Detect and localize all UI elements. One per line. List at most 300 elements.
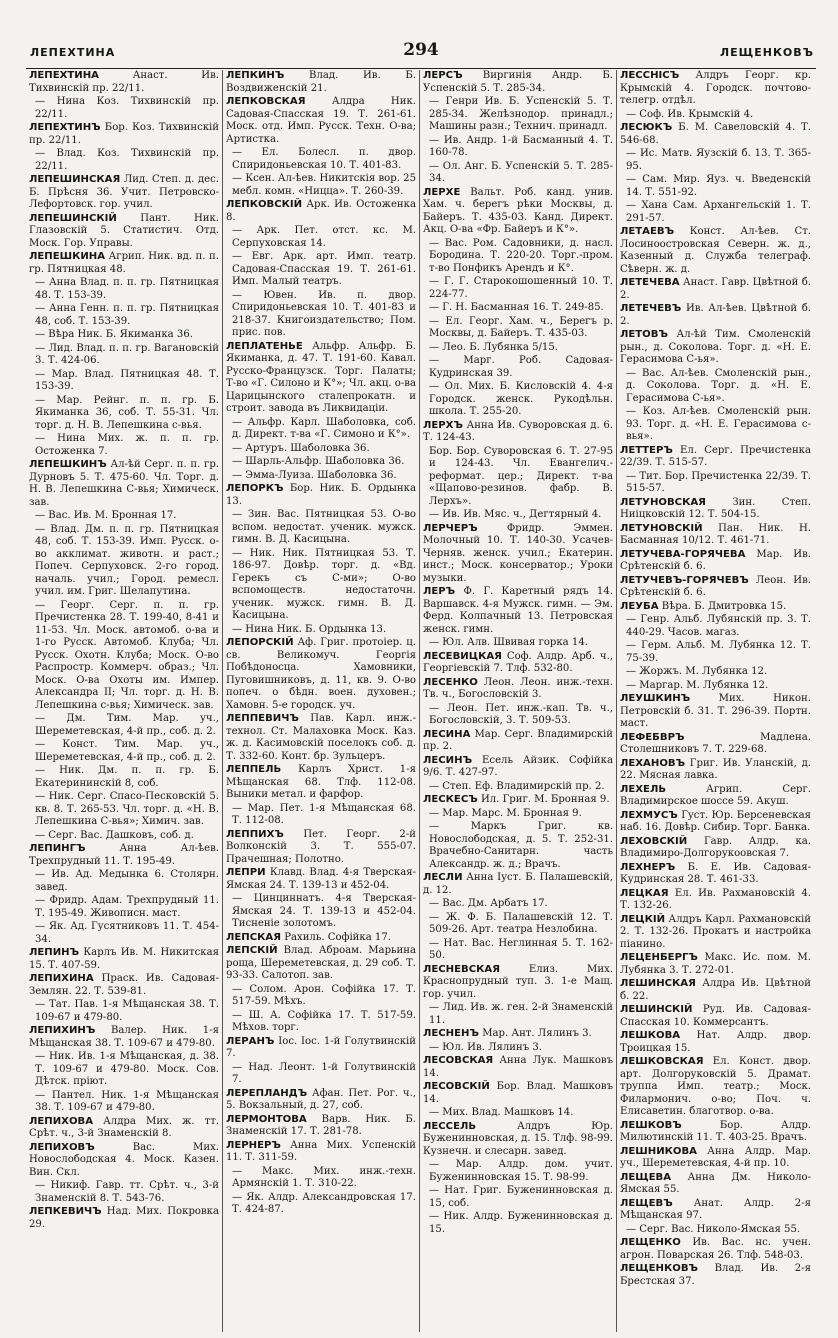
entry-details: Над. Мих. Покровка 29. (29, 1206, 219, 1230)
directory-entry (226, 548, 416, 623)
directory-entry (620, 952, 811, 977)
entry-details: — Юл. Алв. Швивая горка 14. (429, 637, 588, 648)
entry-details: Карлъ Христ. 1-я Мѣщанская 68. Тлф. 112-08. Выники метал. и фарфор. (226, 764, 416, 800)
entry-details: Лид. Степ. д. дес. Б. Прѣсня 36. Учит. Петровско-Лефортовск. гор. учил. (29, 174, 219, 210)
entry-details: — Ник. Дм. п. п. гр. Б. Екатерининскій 8, соб. (35, 765, 219, 789)
directory-entry (226, 456, 416, 469)
entry-surname: ЛЕХМУСЪ (620, 809, 678, 821)
directory-entry (29, 174, 219, 212)
entry-surname: ЛЕРСЪ (423, 70, 463, 81)
entry-surname: ЛЕРХЪ (423, 419, 463, 431)
entry-details: Алдра Мих. ж. тт. Срѣт. ч., 3-й Знаменскій 8. (29, 1115, 219, 1139)
entry-details: Анаст. Ив. Тихвинскій пр. 22/11. (29, 70, 219, 94)
directory-entry (29, 1051, 219, 1089)
entry-details: Альфр. Альфр. Б. Якиманка, д. 47. Т. 191-60. Кавал. Русско-Французск. Торг. Палаты; Т-во «Г. Силоно и К°»; Чл. акц. о-ва Царицынского сталепрокатн. и строит. завода въ Ликвидаціи. (226, 340, 416, 414)
entry-surname: ЛЕТУЧЕВЪ-ГОРЯЧЕВЪ (620, 574, 749, 586)
entry-surname: ЛЕШИНСКАЯ (620, 978, 696, 989)
entry-details: Густ. Юр. Берсеневская наб. 16. Довѣр. Сибир. Торг. Банка. (620, 809, 811, 833)
entry-details: — Георг. Серг. п. п. гр. Пречистенка 28. Т. 199-40, 8-41 и 11-53. Чл. Моск. автомоб. о-ва и 1-го Русск. Автомоб. Клуба; Чл. Русск. Охотн. Клуба; Моск. О-во Распростр. Коммерч. образ.; Чл. Моск. О-ва Охоты им. Импер. Александра II; Чл. торг. д. Н. В. Лепешкина с-вья; Химическ. зав. (35, 599, 219, 711)
directory-entry (226, 624, 416, 637)
directory-entry (423, 964, 613, 1002)
directory-entry (226, 70, 416, 95)
entry-details: Алдра Ник. Садовая-Спасская 19. Т. 261-61. Моск. отд. Имп. Русск. Техн. О-ва; Артистка. (226, 96, 416, 145)
directory-entry (226, 147, 416, 172)
entry-details: Алдръ Карл. Рахмановскій 2. Т. 132-26. Прокатъ и настройка піанино. (620, 913, 811, 950)
entry-surname: ЛЕХАНОВЪ (620, 757, 686, 769)
entry-details: — Влад. Коз. Тихвинскій пр. 22/11. (35, 148, 219, 172)
directory-entry (423, 1081, 613, 1106)
entry-details: Мих. Никон. Петровскій б. 31. Т. 296-39. Портн. маст. (620, 693, 811, 729)
directory-entry (620, 497, 811, 522)
entry-surname: ЛЕТАЕВЪ (620, 226, 675, 237)
entry-surname: ЛЕППИХЪ (226, 828, 284, 840)
entry-details: — Мар. Пет. 1-я Мѣщанская 68. Т. 112-08. (232, 802, 416, 826)
entry-details: Елиз. Мих. Краснопрудный туп. 3. 1-е Мащ. гор. учил. (423, 963, 613, 1000)
directory-entry (423, 898, 613, 911)
entry-surname: ЛЕПКИНЪ (226, 70, 285, 81)
entry-details: Ел. Ив. Рахмановскій 4. Т. 132-26. (620, 887, 811, 911)
entry-surname: ЛЕПИХИНЪ (29, 1025, 96, 1036)
entry-details: — Вас. Ив. М. Бронная 17. (35, 510, 177, 521)
entry-details: Праск. Ив. Садовая-Землян. 22. Т. 539-81. (29, 973, 219, 997)
entry-details: — Мар. Рейнг. п. п. гр. Б. Якиманка 36, соб. Т. 55-31. Чл. торг. д. Н. В. Лепешкина с-вья. (35, 394, 219, 431)
entry-details: Зин. Степ. Ниіцковскій 12. Т. 504-15. (620, 496, 811, 520)
entry-details: — Конст. Тим. Мар. уч., Шереметевская, 4-й пр., соб. д. 2. (35, 739, 219, 763)
directory-entry (29, 921, 219, 946)
directory-columns (26, 70, 816, 1332)
entry-details: — Ник. Алдр. Буженинновская д. 15. (429, 1211, 613, 1235)
directory-entry (620, 1263, 811, 1288)
entry-details: Анаст. Гавр. Цвѣтной б. 2. (620, 277, 811, 301)
directory-entry (29, 510, 219, 523)
directory-entry (29, 843, 219, 868)
directory-entry (423, 1159, 613, 1184)
entry-surname: ЛЕФЕБВРЪ (620, 731, 685, 743)
directory-entry (29, 830, 219, 843)
directory-entry (620, 1224, 811, 1237)
directory-entry (423, 302, 613, 315)
entry-details: — Сам. Мир. Яуз. ч. Введенскій 14. Т. 551-92. (626, 174, 811, 198)
directory-entry (29, 70, 219, 95)
entry-details: Ал-ѣй Серг. п. п. гр. Дурновъ 5. Т. 475-60. Чл. Торг. д. Н. В. Лепешкина С-вья; Химическ. зав. (29, 459, 219, 508)
entry-surname: ЛЕХНЕРЪ (620, 861, 676, 873)
directory-entry (620, 640, 811, 665)
entry-surname: ЛЕЦЕНБЕРГЪ (620, 952, 698, 963)
directory-entry (29, 713, 219, 738)
entry-surname: ЛЕХОВСКІЙ (620, 835, 688, 847)
directory-entry (29, 277, 219, 302)
entry-surname: ЛЕСИНА (423, 728, 471, 740)
entry-details: Варв. Ник. Б. Знаменскій 17. Т. 281-78. (226, 1113, 416, 1137)
directory-entry (29, 369, 219, 394)
entry-details: — Анна Генн. п. п. гр. Пятницкая 48, соб. Т. 153-39. (35, 303, 219, 327)
directory-entry (226, 932, 416, 945)
entry-details: Гавр. Алдр. ка. Владимиро-Долгорукоовская 7. (620, 835, 811, 859)
entry-details: — Генри Ив. Б. Успенскій 5. Т. 285-34. Желѣзнодор. принадл.; Машины разн.; Технич. принадл. (429, 96, 613, 132)
entry-details: Афан. Пет. Рог. ч., 5. Вокзальный, д. 27, соб. (226, 1087, 416, 1111)
entry-surname: ЛЕСЕВИЦКАЯ (423, 650, 502, 662)
directory-entry (423, 1121, 613, 1159)
directory-entry (226, 1140, 416, 1165)
directory-entry (620, 680, 811, 693)
directory-entry (226, 470, 416, 483)
entry-details: — Як. Алдр. Александровская 17. Т. 424-87. (232, 1191, 416, 1215)
entry-details: Бор. Бор. Суворовская 6. Т. 27-95 и 124-43. Чл. Евангелич.-реформат. цер.; Директ. т-ва «Щапово-резинов. фабр. В. Лерхъ». (429, 445, 613, 507)
entry-details: — Тит. Бор. Пречистенка 22/39. Т. 515-57. (626, 470, 811, 494)
directory-entry (423, 821, 613, 871)
entry-surname: ЛЕШКОВЪ (620, 1119, 682, 1131)
page-number: 294 (403, 40, 439, 60)
directory-entry (423, 677, 613, 702)
entry-surname: ЛЕСОВСКІЙ (423, 1081, 490, 1092)
entry-details: — Серг. Вас. Николо-Ямская 55. (626, 1223, 801, 1235)
entry-surname: ЛЕРАНЪ (226, 1035, 275, 1047)
entry-details: Макс. Ис. пом. М. Лубянка 3. Т. 272-01. (620, 952, 811, 976)
entry-details: — Мар. Марс. М. Бронная 9. (429, 807, 582, 819)
directory-entry (620, 758, 811, 783)
directory-entry (620, 784, 811, 809)
entry-surname: ЛЕШИНСКІЙ (620, 1004, 693, 1015)
directory-entry (226, 637, 416, 712)
entry-surname: ЛЕРНЕРЪ (226, 1139, 281, 1151)
entry-details: — Фридр. Адам. Трехпрудный 11. Т. 195-49. Живописн. маст. (35, 895, 219, 919)
entry-surname: ЛЕЩЕВЪ (620, 1197, 673, 1209)
directory-entry (29, 329, 219, 342)
entry-details: — Альфр. Карл. Шаболовка, соб. д. Директ. т-ва «Г. Симоно и К°». (232, 416, 416, 440)
entry-details: Пан. Ник. Н. Басманная 10/12. Т. 461-71. (620, 522, 812, 546)
directory-entry (226, 803, 416, 828)
entry-details: — Шарль-Альфр. Шаболовка 36. (232, 456, 405, 467)
entry-details: — Маркъ Григ. кв. Новослободская, д. 5. Т. 252-31. Врачебно-Санитарн. часть Александр. ж. д.; Врачъ. (429, 821, 613, 870)
directory-entry (620, 174, 811, 199)
entry-details: — Марг. Роб. Садовая-Кудринская 39. (429, 355, 613, 379)
directory-entry (620, 862, 811, 887)
entry-surname: ЛЕЩЕВА (620, 1171, 672, 1183)
entry-details: Клавд. Влад. 4-я Тверская-Ямская 24. Т. 139-13 и 452-04. (226, 867, 416, 891)
directory-entry (29, 524, 219, 599)
directory-entry (423, 637, 613, 650)
entry-details: Нат. Алдр. двор. Троицкая 15. (620, 1030, 811, 1054)
entry-details: — Ол. Мих. Б. Кисловскій 4. 4-я Городск. женск. Рукодѣльн. школа. Т. 255-20. (429, 381, 613, 417)
entry-surname: ЛЕРХЕ (423, 186, 461, 198)
column-4 (617, 70, 814, 1332)
entry-details: Влад. Ив. 2-я Брестская 37. (620, 1263, 811, 1287)
entry-details: Б. Е. Ив. Садовая-Кудринская 28. Т. 461-33. (620, 861, 811, 885)
entry-details: Бор. Коз. Тихвинскій пр. 22/11. (29, 122, 219, 146)
directory-entry (226, 945, 416, 983)
directory-entry (423, 381, 613, 419)
entry-details: — Генр. Альб. Лубянскій пр. 3. Т. 440-29. Часов. магаз. (626, 614, 811, 638)
directory-entry (620, 914, 811, 952)
entry-details: Ф. Г. Каретный рядъ 14. Варшавск. 4-я Мужск. гимн. — Эм. Ферд. Колпачный 13. Петровская женск. гимн. (423, 586, 613, 635)
entry-surname: ЛЕСОВСКАЯ (423, 1055, 494, 1066)
directory-entry (423, 355, 613, 380)
entry-details: — Эмма-Луиза. Шаболовка 36. (232, 469, 397, 481)
entry-surname: ЛЕСНЕНЪ (423, 1028, 479, 1039)
running-head-left: ЛЕПЕХТИНА (30, 46, 116, 59)
entry-surname: ЛЕПСКІЙ (226, 945, 278, 956)
directory-entry (423, 703, 613, 728)
directory-entry (423, 1055, 613, 1080)
column-1 (26, 70, 223, 1332)
entry-details: — Лид. Влад. п. п. гр. Вагановскій 3. Т. 424-06. (35, 342, 219, 366)
entry-surname: ЛЕТУНОВСКІЙ (620, 522, 703, 534)
entry-surname: ЛЕПЕШИНСКІЙ (29, 212, 117, 224)
entry-surname: ЛЕПЛАТЕНЬЕ (226, 340, 303, 352)
directory-entry (423, 651, 613, 676)
entry-details: Агрип. Серг. Владимирское шоссе 59. Акуш. (620, 783, 811, 807)
directory-entry (29, 395, 219, 433)
directory-entry (29, 895, 219, 920)
entry-surname: ЛЕПИНГЪ (29, 843, 86, 854)
entry-details: Валер. Ник. 1-я Мѣщанская 38. Т. 109-67 и 479-80. (29, 1025, 219, 1049)
entry-details: Анат. Алдр. 2-я Мѣщанская 97. (620, 1197, 811, 1221)
directory-entry (226, 893, 416, 931)
entry-surname: ЛЕПСКАЯ (226, 931, 281, 943)
entry-surname: ЛЕЦКІЙ (620, 913, 666, 925)
entry-details: Вас. Мих. Новослободская 4. Моск. Казен. Вин. Скл. (29, 1141, 219, 1178)
entry-surname: ЛЕППЕЛЬ (226, 764, 282, 775)
entry-details: — Макс. Мих. инж.-техн. Армянскій 1. Т. 310-22. (232, 1165, 416, 1189)
directory-entry (423, 420, 613, 445)
entry-details: Соф. Алдр. Арб. ч., Георгіевскій 7. Тлф. 532-80. (423, 650, 613, 674)
directory-entry (226, 713, 416, 763)
entry-details: Мар. Ант. Лялинъ 3. (482, 1028, 592, 1039)
running-head-right: ЛЕЩЕНКОВЪ (719, 46, 814, 59)
entry-details: — Лео. Б. Лубянка 5/15. (429, 341, 558, 353)
entry-details: Ил. Григ. М. Бронная 9. (480, 794, 610, 805)
directory-entry (29, 1180, 219, 1205)
directory-entry (423, 1185, 613, 1210)
entry-details: Анна Алдр. Мар. уч., Шереметевская, 4-й пр. 10. (620, 1145, 811, 1169)
directory-entry (29, 213, 219, 251)
entry-surname: ЛЕСЮКЪ (620, 122, 673, 133)
directory-entry (423, 938, 613, 963)
directory-entry (620, 277, 811, 302)
directory-entry (620, 329, 811, 367)
entry-details: — Степ. Еф. Владимирскій пр. 2. (429, 780, 605, 792)
entry-details: Ел. Конст. двор. арт. Долгоруковскій 5. Драмат. труппа Имп. театр.; Моск. Филармонич. о-во; Поч. ч. Елисаветин. благотвор. о-ва. (620, 1056, 811, 1117)
directory-entry (29, 122, 219, 147)
directory-entry (423, 446, 613, 509)
entry-surname: ЛЕПОРКЪ (226, 483, 284, 494)
entry-details: Пав. Карл. инж.-технол. Ст. Малаховка Моск. Каз. ж. д. Касимовскій поселокъ соб. д. Т. 332-60. Конт. бр. Зульцеръ. (226, 713, 416, 762)
directory-entry (423, 781, 613, 794)
entry-details: Анна Ал-ѣев. Трехпрудный 11. Т. 195-49. (29, 843, 219, 867)
directory-entry (423, 1028, 613, 1041)
entry-details: — Ел. Болесл. п. двор. Спиридоньевская 10. Т. 401-83. (232, 147, 416, 171)
entry-details: — Ксен. Ал-ѣев. Никитскія вор. 25 мебл. комн. «Ницца». Т. 260-39. (232, 173, 416, 197)
directory-entry (29, 1116, 219, 1141)
entry-details: Ал-ѣй Тим. Смоленскій рын., д. Соколова. Торг. д. «Н. Е. Герасимова С-ья». (620, 329, 811, 365)
directory-entry (423, 1002, 613, 1027)
entry-details: — Серг. Вас. Дашковъ, соб. д. (35, 829, 194, 841)
directory-entry (29, 973, 219, 998)
directory-entry (620, 406, 811, 444)
directory-entry (29, 1142, 219, 1180)
entry-details: — Вас. Дм. Арбатъ 17. (429, 898, 548, 909)
entry-surname: ЛЕССНІСЪ (620, 70, 680, 81)
directory-entry (226, 251, 416, 289)
entry-details: — Ш. А. Софійка 17. Т. 517-59. Мѣхов. торг. (232, 1009, 416, 1033)
entry-details: — Над. Леонт. 1-й Голутвинскій 7. (232, 1061, 416, 1085)
entry-details: Мадлена. Столешниковъ 7. Т. 229-68. (620, 731, 811, 755)
entry-surname: ЛЕСИНЪ (423, 754, 473, 766)
directory-entry (620, 1120, 811, 1145)
entry-details: Руд. Ив. Садовая-Спасская 10. Коммерсантъ. (620, 1004, 811, 1028)
entry-surname: ЛЕПЕХТИНА (29, 70, 99, 81)
directory-entry (423, 872, 613, 897)
entry-details: Анна Іуст. Б. Палашевскій, д. 12. (423, 872, 613, 896)
directory-entry (423, 729, 613, 754)
entry-details: Мар. Ив. Срѣтенскій б. 6. (620, 548, 811, 572)
directory-entry (29, 1090, 219, 1115)
directory-entry (423, 96, 613, 134)
entry-details: Алдра Ив. Цвѣтной б. 22. (620, 978, 811, 1002)
entry-surname: ЛЕТУЧЕВА-ГОРЯЧЕВА (620, 548, 746, 560)
directory-entry (620, 471, 811, 496)
entry-surname: ЛЕШКОВСКАЯ (620, 1056, 704, 1067)
directory-entry (423, 342, 613, 355)
entry-details: Вѣра. Б. Дмитровка 15. (661, 600, 787, 612)
entry-details: — Вѣра Ник. Б. Якиманка 36. (35, 329, 193, 340)
entry-details: Григ. Ив. Уланскій, д. 22. Мясная лавка. (620, 757, 811, 781)
entry-details: Рахиль. Софійка 17. (284, 931, 391, 943)
entry-surname: ЛЕРЧЕРЪ (423, 522, 478, 534)
directory-entry (226, 483, 416, 508)
directory-entry (620, 666, 811, 679)
directory-entry (226, 764, 416, 802)
directory-entry (423, 523, 613, 586)
directory-entry (226, 829, 416, 867)
entry-surname: ЛЕРЪ (423, 586, 456, 597)
directory-entry (226, 1036, 416, 1061)
directory-entry (423, 912, 613, 937)
directory-entry (29, 96, 219, 121)
directory-entry (29, 999, 219, 1024)
entry-details: Анна Ив. Суворовская д. 6. Т. 124-43. (423, 419, 613, 443)
entry-details: — Артуръ. Шаболовка 36. (232, 442, 370, 454)
directory-entry (620, 575, 811, 600)
entry-details: — Никиф. Гавр. тт. Срѣт. ч., 3-й Знаменскій 8. Т. 543-76. (35, 1180, 219, 1204)
directory-entry (29, 459, 219, 509)
entry-details: Карлъ Ив. М. Никитская 15. Т. 407-59. (29, 947, 219, 971)
entry-surname: ЛЕТОВЪ (620, 329, 668, 340)
entry-details: Влад. Аброам. Марьина роща, Шереметевская, д. 29 соб. Т. 93-33. Салотоп. зав. (226, 945, 417, 981)
directory-entry (423, 1211, 613, 1236)
entry-details: — Лид. Ив. ж. ген. 2-й Знаменскій 11. (429, 1002, 613, 1026)
entry-surname: ЛЕСКЕСЪ (423, 794, 478, 805)
entry-surname: ЛЕСНЕВСКАЯ (423, 963, 500, 975)
directory-entry (620, 810, 811, 835)
entry-surname: ЛЕПКОВСКАЯ (226, 96, 306, 107)
entry-details: — Арк. Пет. отст. кс. М. Серпуховская 14. (232, 225, 416, 249)
directory-entry (226, 509, 416, 547)
entry-surname: ЛЕПОРСКІЙ (226, 637, 294, 648)
directory-entry (620, 1004, 811, 1029)
column-3 (420, 70, 617, 1332)
entry-details: Бор. Влад. Машковъ 14. (423, 1081, 613, 1105)
directory-entry (620, 226, 811, 276)
entry-surname: ЛЕСЛИ (423, 872, 463, 883)
directory-entry (29, 791, 219, 829)
directory-entry (226, 173, 416, 198)
entry-details: — Цинциннатъ. 4-я Тверская-Ямская 24. Т. 139-13 и 452-04. Тисненіе золотомъ. (232, 893, 416, 929)
entry-details: — Ж. Ф. Б. Палашевскій 12. Т. 509-26. Арт. театра Незлобина. (429, 911, 613, 935)
directory-entry (423, 316, 613, 341)
directory-entry (29, 765, 219, 790)
entry-details: — Нина Ник. Б. Ордынка 13. (232, 623, 387, 635)
directory-entry (226, 199, 416, 224)
entry-details: — Тат. Пав. 1-я Мѣщанская 38. Т. 109-67 и 479-80. (35, 999, 219, 1023)
entry-details: — Нина Коз. Тихвинскій пр. 22/11. (35, 96, 219, 120)
entry-surname: ЛЕПЕШКИНЪ (29, 459, 107, 470)
directory-entry (620, 1030, 811, 1055)
entry-details: — Г. Г. Старокошошенный 10. Т. 224-77. (429, 276, 613, 300)
directory-entry (29, 343, 219, 368)
directory-entry (620, 368, 811, 406)
directory-entry (29, 1206, 219, 1231)
entry-details: — Вас. Ал-ѣев. Смоленскій рын., д. Соколова. Торг. д. «Н. Е. Герасимова С-ья». (626, 367, 811, 404)
directory-entry (620, 303, 811, 328)
directory-entry (226, 867, 416, 892)
entry-details: Анна Дм. Николо-Ямская 55. (620, 1171, 811, 1195)
directory-entry (226, 1192, 416, 1217)
entry-surname: ЛЕПКЕВИЧЪ (29, 1206, 102, 1217)
directory-entry (226, 341, 416, 416)
entry-details: — Ив. Ад. Медынка 6. Столярн. завед. (35, 869, 219, 893)
entry-details: — Як. Ад. Гусятниковъ 11. Т. 454-34. (35, 921, 219, 945)
entry-details: — Дм. Тим. Мар. уч., Шереметевская, 4-й пр., соб. д. 2. (35, 713, 219, 737)
entry-details: — Мар. Влад. Пятницкая 48. Т. 153-39. (35, 368, 219, 392)
column-2 (223, 70, 420, 1332)
entry-details: — Пантел. Ник. 1-я Мѣщанская 38. Т. 109-67 и 479-80. (35, 1089, 219, 1113)
entry-surname: ЛЕПИНЪ (29, 947, 80, 958)
entry-details: — Ив. Андр. 1-й Басманный 4. Т. 160-78. (429, 134, 613, 158)
directory-entry (29, 433, 219, 458)
directory-entry (226, 984, 416, 1009)
entry-surname: ЛЕХЕЛЬ (620, 783, 667, 795)
entry-details: Ел. Серг. Пречистенка 22/39. Т. 515-57. (620, 444, 811, 468)
directory-entry (423, 161, 613, 186)
entry-details: — Зин. Вас. Пятницкая 53. О-во вспом. недостат. ученик. мужск. гимн. В. Д. Касицына. (232, 509, 416, 545)
directory-entry (620, 1056, 811, 1119)
entry-details: Ив. Вас. нс. учен. агрон. Поварская 26. Тлф. 548-03. (620, 1237, 811, 1261)
entry-surname: ЛЕТУНОВСКАЯ (620, 496, 706, 508)
directory-entry (620, 836, 811, 861)
entry-surname: ЛЕЩЕНКОВЪ (620, 1263, 699, 1274)
directory-entry (29, 869, 219, 894)
entry-details: Влад. Ив. Б. Воздвиженскій 21. (226, 70, 416, 94)
directory-entry (29, 739, 219, 764)
directory-entry (226, 1088, 416, 1113)
entry-details: — Герм. Альб. М. Лубянка 12. Т. 75-39. (626, 640, 811, 664)
entry-surname: ЛЕЩЕНКО (620, 1237, 681, 1248)
directory-entry (29, 947, 219, 972)
entry-surname: ЛЕУБА (620, 600, 659, 612)
directory-entry (620, 614, 811, 639)
entry-details: — Нат. Григ. Буженинновская д. 15, соб. (429, 1185, 613, 1209)
directory-entry (423, 586, 613, 636)
entry-details: — Анна Влад. п. п. гр. Пятницкая 48. Т. 153-39. (35, 277, 219, 301)
directory-entry (620, 978, 811, 1003)
entry-surname: ЛЕТЕЧЕВЪ (620, 303, 682, 314)
directory-entry (620, 70, 811, 108)
directory-entry (620, 601, 811, 614)
entry-surname: ЛЕПИХИНА (29, 973, 94, 984)
directory-entry (226, 1010, 416, 1035)
entry-surname: ЛЕППЕВИЧЪ (226, 713, 299, 724)
